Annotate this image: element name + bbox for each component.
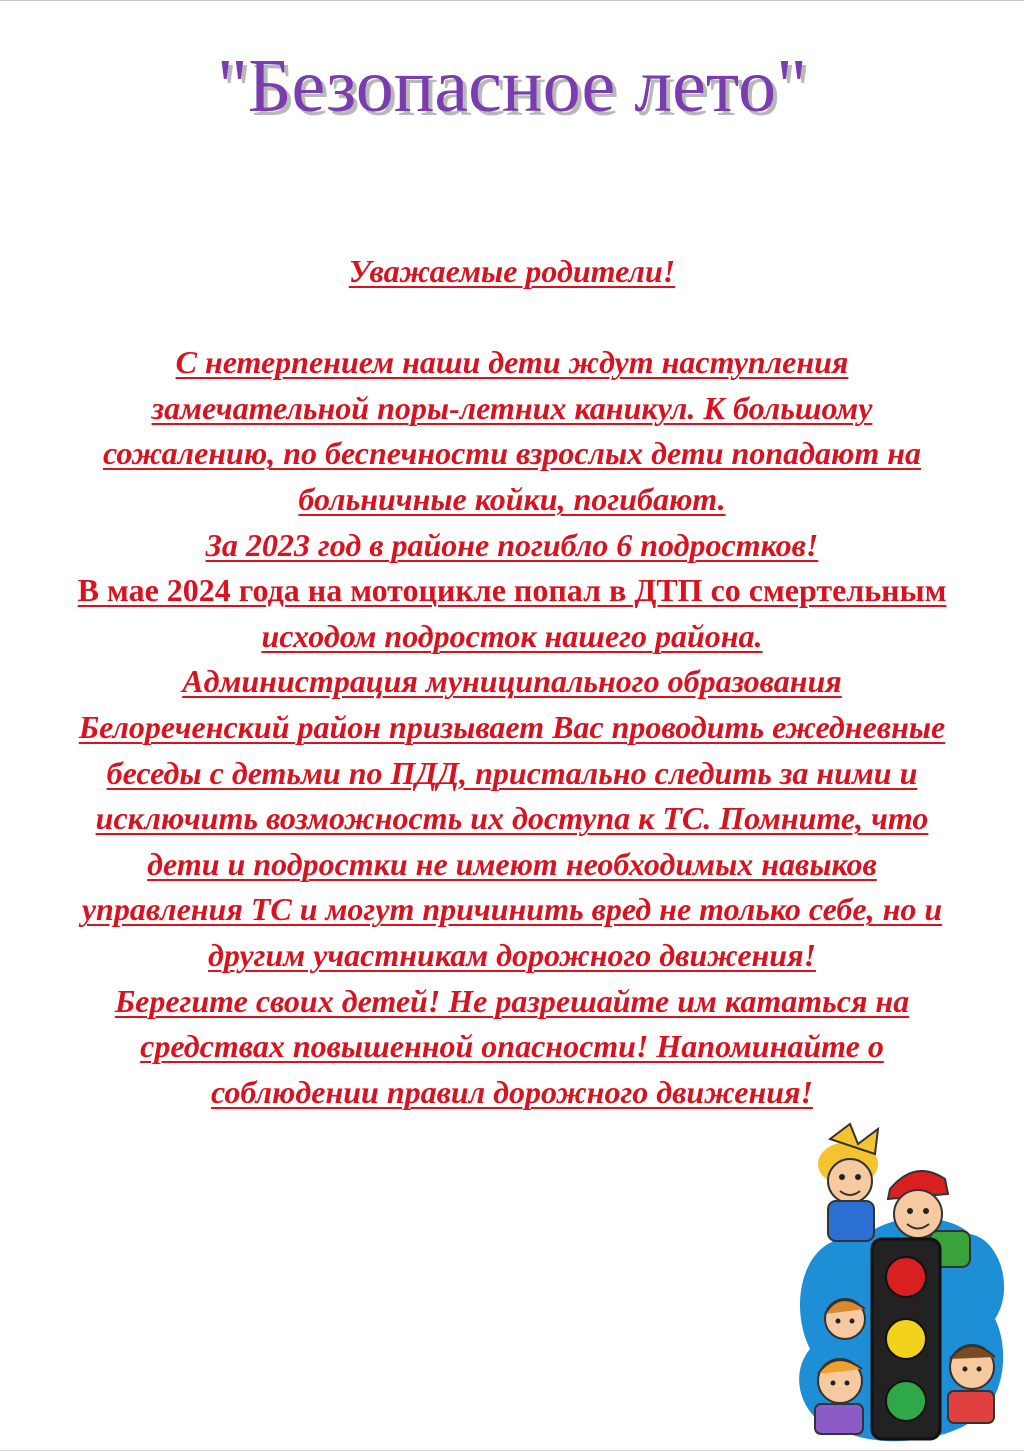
appeal-line: За 2023 год в районе погибло 6 подростков! <box>205 526 819 563</box>
appeal-line: дети и подростки не имеют необходимых навыков <box>147 845 877 882</box>
appeal-line: сожалению, по беспечности взрослых дети попадают на <box>103 435 921 472</box>
appeal-line: соблюдении правил дорожного движения! <box>211 1073 813 1110</box>
appeal-line: исходом подросток нашего района. <box>261 617 763 654</box>
appeal-line: Берегите своих детей! Не разрешайте им кататься на <box>114 982 910 1019</box>
appeal-line: Белореченский район призывает Вас проводить ежедневные <box>78 708 946 745</box>
paragraph-gap <box>20 295 1004 341</box>
greeting: Уважаемые родители! <box>348 253 676 289</box>
appeal-line: В мае 2024 года на мотоцикле попал в ДТП со смертельным <box>77 572 947 609</box>
appeal-line: Администрация муниципального образования <box>182 663 842 700</box>
appeal-text <box>20 249 1004 1115</box>
appeal-line: больничные койки, погибают. <box>298 480 726 517</box>
appeal-line: С нетерпением наши дети ждут наступления <box>175 344 849 381</box>
appeal-line: управления ТС и могут причинить вред не только себе, но и <box>81 891 943 928</box>
appeal-line: средствах повышенной опасности! Напоминайте о <box>140 1028 884 1065</box>
page-title: "Безопасное лето" <box>216 44 808 128</box>
appeal-line: беседы с детьми по ПДД, пристально следить за ними и <box>106 754 918 791</box>
appeal-line: исключить возможность их доступа к ТС. Помните, что <box>95 800 929 837</box>
children-traffic-light-icon <box>780 1119 1010 1444</box>
appeal-line: другим участникам дорожного движения! <box>207 936 817 973</box>
appeal-lines <box>20 340 1004 1115</box>
appeal-line: замечательной поры-летних каникул. К большому <box>151 389 873 426</box>
